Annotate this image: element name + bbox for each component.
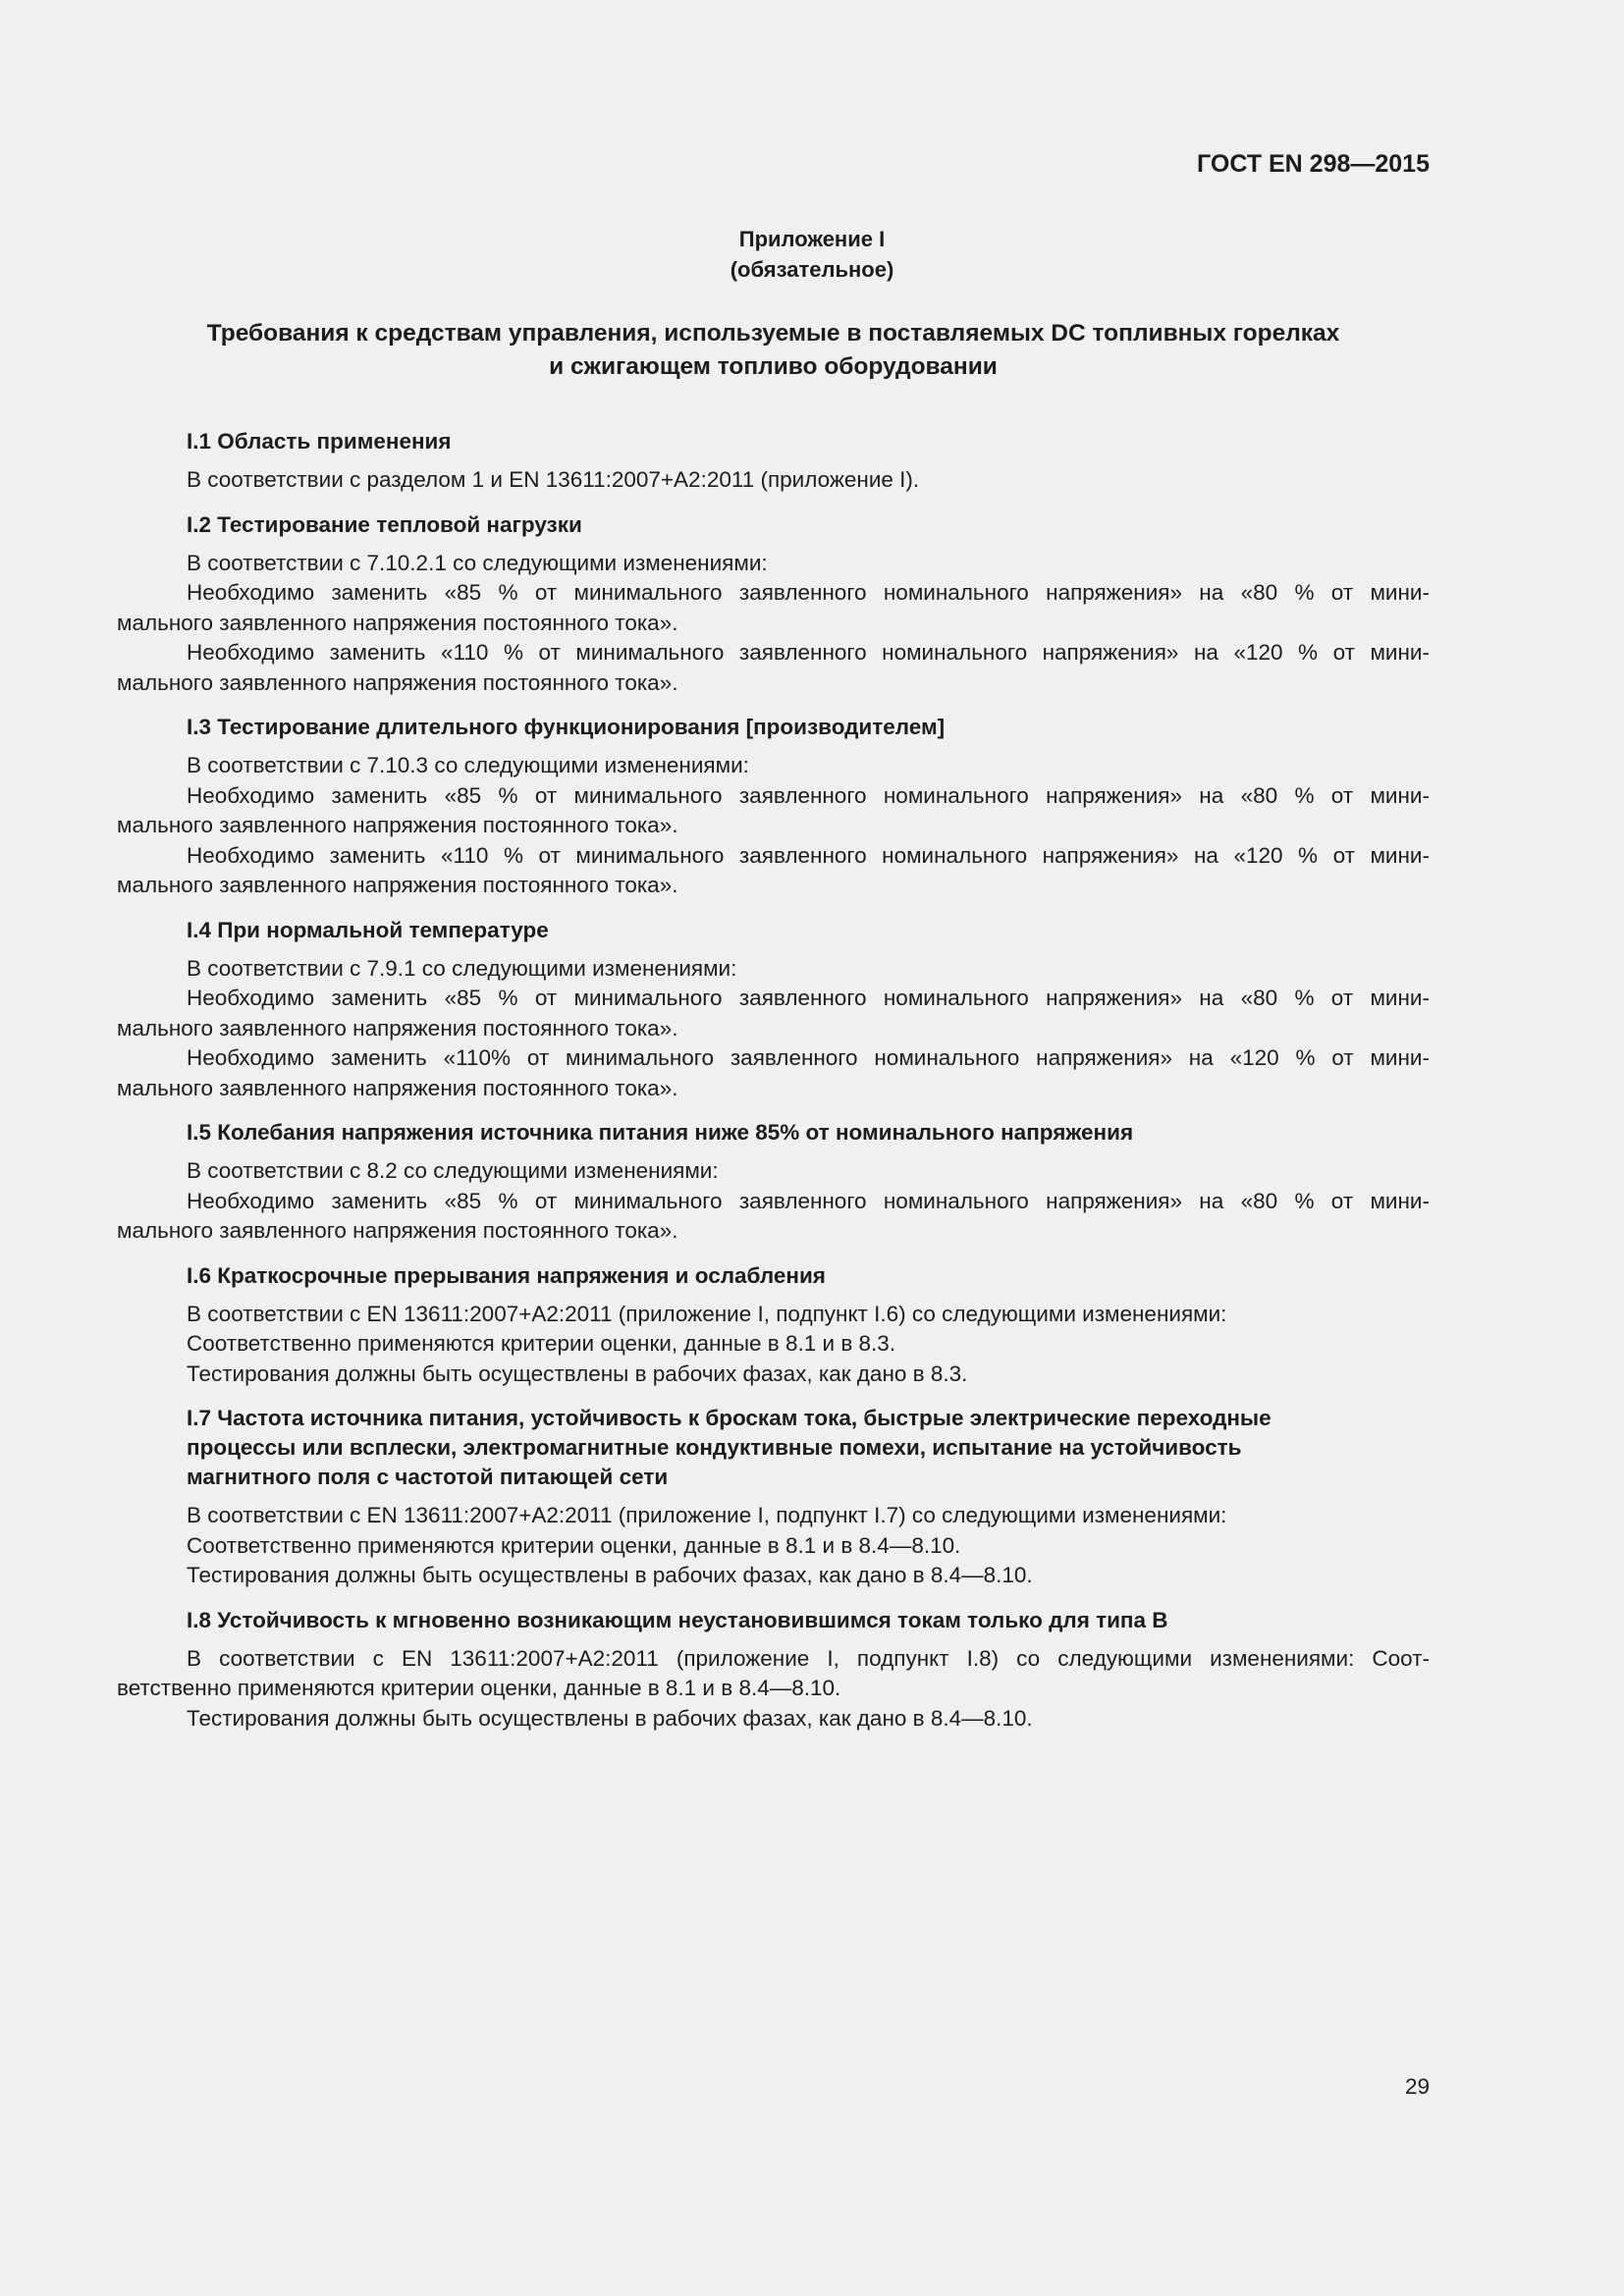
paragraph-line: Необходимо заменить «110 % от минимального заявленного номинального напряжения» на «120 % от мини- — [187, 842, 1430, 868]
section — [117, 1261, 1430, 1390]
paragraph-line: В соответствии с EN 13611:2007+A2:2011 (приложение I, подпункт I.6) со следующими изменениями: — [187, 1301, 1227, 1326]
section — [117, 1606, 1430, 1735]
paragraph-line: мального заявленного напряжения постоянного тока». — [117, 610, 678, 635]
paragraph-line: Необходимо заменить «85 % от минимального заявленного номинального напряжения» на «80 % от мини- — [187, 580, 1430, 605]
section-heading-line: I.6 Краткосрочные прерывания напряжения и ослабления — [187, 1262, 826, 1288]
paragraph-line: мального заявленного напряжения постоянного тока». — [117, 873, 678, 897]
section-heading-line: магнитного поля с частотой питающей сети — [187, 1465, 669, 1489]
annex-title-line: Требования к средствам управления, используемые в поставляемых DC топливных горелках — [206, 320, 1340, 347]
paragraph-line: Необходимо заменить «85 % от минимального заявленного номинального напряжения» на «80 % от мини- — [187, 986, 1430, 1010]
paragraph-line: Необходимо заменить «110 % от минимального заявленного номинального напряжения» на «120 % от мини- — [187, 640, 1430, 665]
paragraph-line: В соответствии с EN 13611:2007+A2:2011 (приложение I, подпункт I.7) со следующими изменениями: — [187, 1503, 1227, 1527]
section — [117, 713, 1430, 901]
annex-title-line: и сжигающем топливо оборудовании — [549, 353, 998, 380]
section-heading-line: I.3 Тестирование длительного функционирования [производителем] — [187, 715, 946, 739]
paragraph-line: мального заявленного напряжения постоянного тока». — [117, 669, 678, 695]
paragraph-line: Тестирования должны быть осуществлены в рабочих фазах, как дано в 8.4—8.10. — [187, 1563, 1033, 1587]
paragraph-line: В соответствии с 7.10.3 со следующими изменениями: — [187, 753, 749, 777]
section-heading-line: I.7 Частота источника питания, устойчивость к броскам тока, быстрые электрические переходные — [187, 1406, 1272, 1430]
section — [117, 1404, 1430, 1591]
annex-status: (обязательное) — [730, 257, 894, 282]
paragraph-line: Соответственно применяются критерии оценки, данные в 8.1 и в 8.4—8.10. — [187, 1532, 961, 1558]
section — [117, 1118, 1430, 1247]
section-heading — [117, 427, 1430, 456]
section — [117, 427, 1430, 496]
paragraph-line: В соответствии с EN 13611:2007+A2:2011 (приложение I, подпункт I.8) со следующими изменениями: Соот- — [187, 1645, 1430, 1671]
annex-body — [117, 427, 1430, 1748]
section-heading — [117, 1118, 1430, 1148]
paragraph-line: Необходимо заменить «85 % от минимального заявленного номинального напряжения» на «80 % от мини- — [187, 782, 1430, 808]
section-heading — [117, 713, 1430, 742]
section-heading — [117, 510, 1430, 540]
section-heading-line: I.2 Тестирование тепловой нагрузки — [187, 511, 582, 537]
section-heading — [117, 916, 1430, 945]
paragraph-line: В соответствии с 8.2 со следующими изменениями: — [187, 1158, 719, 1183]
paragraph-line: Тестирования должны быть осуществлены в рабочих фазах, как дано в 8.4—8.10. — [187, 1705, 1033, 1731]
paragraph-line: мального заявленного напряжения постоянного тока». — [117, 813, 678, 837]
section-heading-line: процессы или всплески, электромагнитные кондуктивные помехи, испытание на устойчивость — [187, 1435, 1242, 1460]
section-heading — [117, 1606, 1430, 1635]
paragraph-line: Необходимо заменить «85 % от минимального заявленного номинального напряжения» на «80 % от мини- — [187, 1188, 1430, 1213]
paragraph-line: Тестирования должны быть осуществлены в рабочих фазах, как дано в 8.3. — [187, 1361, 968, 1386]
paragraph-line: мального заявленного напряжения постоянного тока». — [117, 1015, 678, 1041]
paragraph-line: В соответствии с 7.10.2.1 со следующими изменениями: — [187, 550, 768, 575]
section-heading — [117, 1404, 1430, 1492]
paragraph-line: мального заявленного напряжения постоянного тока». — [117, 1075, 678, 1100]
section-heading-line: I.4 При нормальной температуре — [187, 917, 549, 942]
section — [117, 510, 1430, 699]
section-heading-line: I.1 Область применения — [187, 429, 452, 454]
paragraph-line: Необходимо заменить «110% от минимального заявленного номинального напряжения» на «120 % от мини- — [187, 1045, 1430, 1070]
paragraph-line: Соответственно применяются критерии оценки, данные в 8.1 и в 8.3. — [187, 1331, 896, 1356]
paragraph-line: В соответствии с разделом 1 и EN 13611:2007+A2:2011 (приложение I). — [187, 467, 920, 492]
paragraph-line: мального заявленного напряжения постоянного тока». — [117, 1218, 678, 1243]
section-heading-line: I.8 Устойчивость к мгновенно возникающим неустановившимся токам только для типа B — [187, 1607, 1168, 1632]
section-heading — [117, 1261, 1430, 1291]
section — [117, 916, 1430, 1104]
section-heading-line: I.5 Колебания напряжения источника питания ниже 85% от номинального напряжения — [187, 1120, 1134, 1145]
paragraph-line: ветственно применяются критерии оценки, данные в 8.1 и в 8.4—8.10. — [117, 1676, 841, 1700]
document-designation: ГОСТ EN 298—2015 — [1197, 150, 1430, 178]
page-number: 29 — [1404, 2074, 1430, 2099]
paragraph-line: В соответствии с 7.9.1 со следующими изменениями: — [187, 955, 737, 981]
annex-label: Приложение I — [738, 227, 886, 251]
